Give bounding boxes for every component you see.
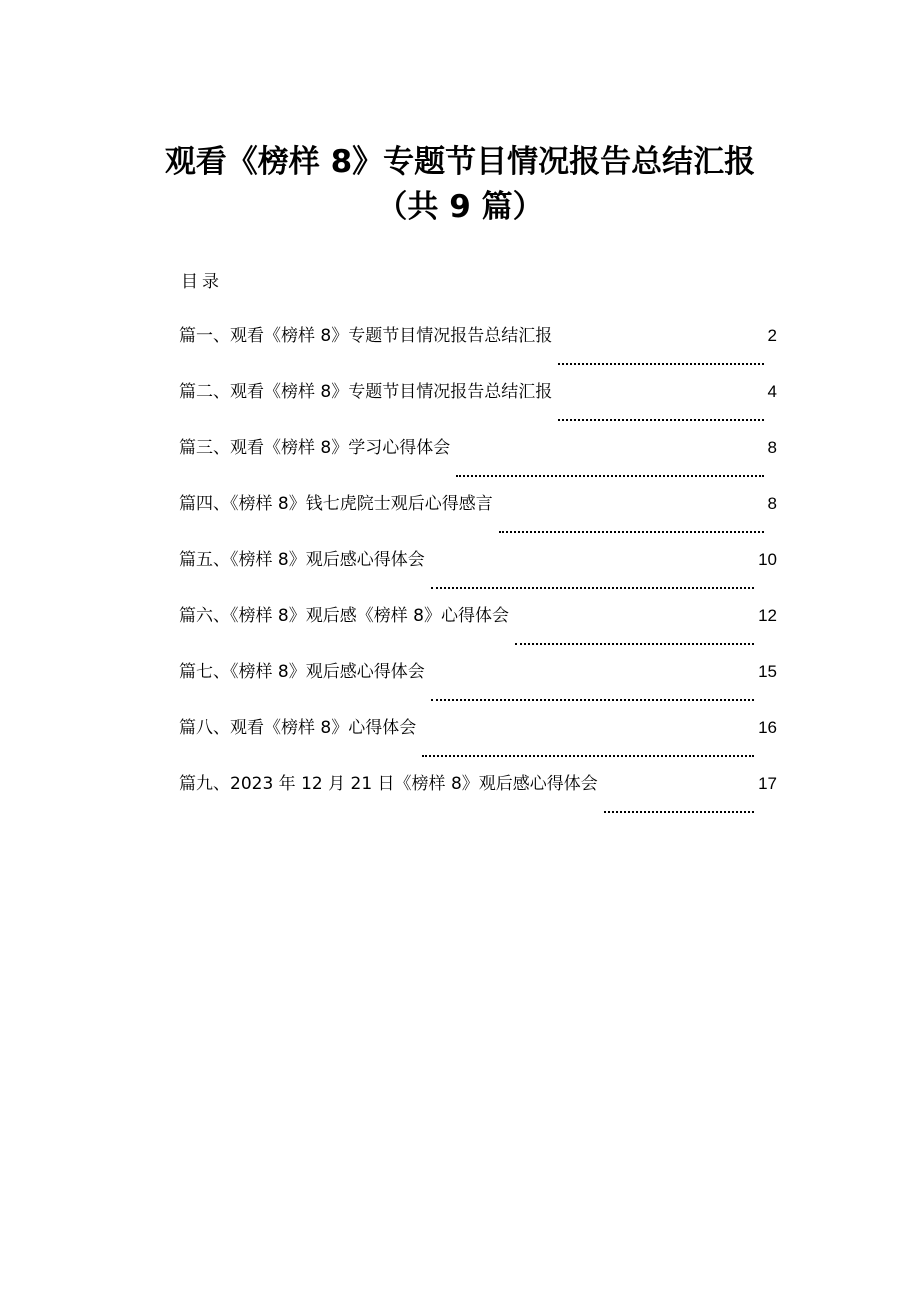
- toc-entry-page: 8: [767, 494, 777, 513]
- toc-entry[interactable]: [179, 321, 777, 377]
- toc-entry-title: 篇九、2023 年 12 月 21 日《榜样 8》观后感心得体会: [179, 774, 598, 794]
- toc-entry-title: 篇八、观看《榜样 8》心得体会: [179, 718, 417, 738]
- toc-leader-dots: [422, 755, 754, 757]
- toc-entry[interactable]: [179, 769, 777, 825]
- toc-entry[interactable]: [179, 545, 777, 601]
- toc-entry-page: 8: [767, 438, 777, 457]
- toc-entry-page: 16: [758, 718, 777, 737]
- toc-leader-dots: [456, 475, 763, 477]
- document-title-line1: 观看《榜样 8》专题节目情况报告总结汇报: [164, 144, 756, 180]
- toc-entry-page: 2: [767, 326, 777, 345]
- table-of-contents: [179, 321, 777, 825]
- toc-entry-title: 篇一、观看《榜样 8》专题节目情况报告总结汇报: [179, 326, 553, 346]
- toc-entry[interactable]: [179, 601, 777, 657]
- document-title-line2: （共 9 篇）: [376, 189, 544, 225]
- toc-leader-dots: [558, 419, 763, 421]
- toc-entry-title: 篇七、《榜样 8》观后感心得体会: [179, 662, 425, 682]
- toc-leader-dots: [558, 363, 763, 365]
- toc-entry-page: 10: [758, 550, 777, 569]
- toc-leader-dots: [431, 699, 754, 701]
- toc-entry-page: 15: [758, 662, 777, 681]
- toc-entry-page: 12: [758, 606, 777, 625]
- toc-entry-title: 篇三、观看《榜样 8》学习心得体会: [179, 438, 451, 458]
- toc-entry-title: 篇二、观看《榜样 8》专题节目情况报告总结汇报: [179, 382, 553, 402]
- toc-entry[interactable]: [179, 657, 777, 713]
- toc-entry-page: 4: [767, 382, 777, 401]
- toc-entry[interactable]: [179, 489, 777, 545]
- toc-leader-dots: [515, 643, 754, 645]
- toc-entry[interactable]: [179, 713, 777, 769]
- toc-entry-title: 篇六、《榜样 8》观后感《榜样 8》心得体会: [179, 606, 509, 626]
- toc-leader-dots: [431, 587, 754, 589]
- toc-heading: 目录: [181, 272, 223, 292]
- toc-leader-dots: [604, 811, 754, 813]
- toc-entry-title: 篇四、《榜样 8》钱七虎院士观后心得感言: [179, 494, 493, 514]
- toc-entry-title: 篇五、《榜样 8》观后感心得体会: [179, 550, 425, 570]
- toc-entry[interactable]: [179, 433, 777, 489]
- toc-entry[interactable]: [179, 377, 777, 433]
- toc-entry-page: 17: [758, 774, 777, 793]
- toc-leader-dots: [499, 531, 764, 533]
